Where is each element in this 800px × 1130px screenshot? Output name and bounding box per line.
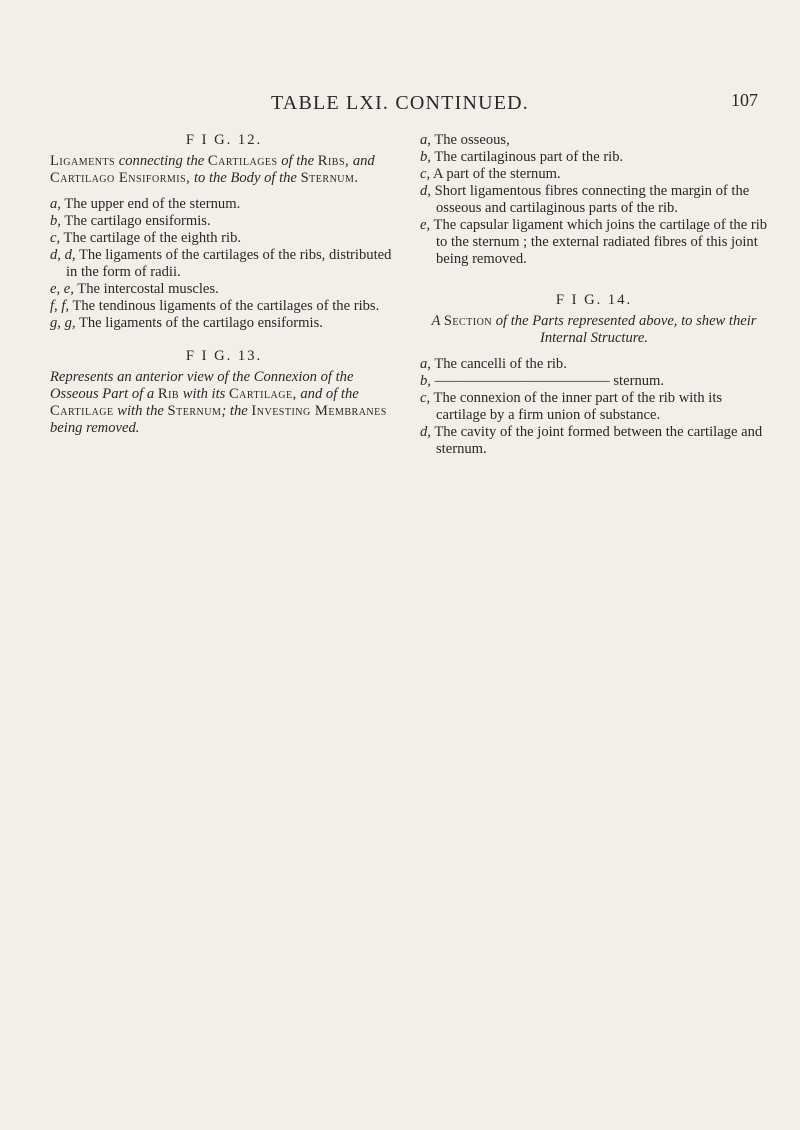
legend-entry — [420, 373, 768, 390]
legend-text: The capsular ligament which joins the cartilage of the rib to the sternum ; the external radiated fibres of this joint being removed. — [433, 217, 768, 267]
fig14-heading: F I G. 14. — [555, 292, 633, 308]
fig13-caption — [50, 369, 398, 437]
legend-text: The cancelli of the rib. — [434, 356, 567, 372]
legend-text: The intercostal muscles. — [77, 281, 219, 297]
fig13-caption-part: being removed. — [50, 420, 140, 436]
legend-key: g, g, — [50, 315, 76, 331]
legend-key: d, — [420, 424, 431, 440]
legend-entry — [420, 217, 768, 268]
fig14-legend — [420, 356, 768, 458]
legend-text: ———————————— sternum. — [434, 373, 665, 389]
fig12-legend — [50, 196, 398, 332]
legend-text: The connexion of the inner part of the rib with its cartilage by a firm union of substance. — [433, 390, 723, 423]
fig13-caption-part: Investing Membranes — [251, 403, 387, 419]
legend-text: The tendinous ligaments of the cartilages of the ribs. — [72, 298, 380, 314]
right-column — [420, 132, 768, 468]
legend-entry — [50, 281, 398, 298]
legend-text: The upper end of the sternum. — [64, 196, 241, 212]
legend-key: a, — [420, 356, 431, 372]
page-number: 107 — [731, 90, 758, 110]
legend-entry — [50, 230, 398, 247]
legend-key: c, — [50, 230, 61, 246]
fig12-caption-part: to the Body of the — [190, 170, 301, 186]
legend-key: a, — [50, 196, 61, 212]
fig12-caption-part: Ribs, — [317, 153, 350, 169]
legend-text: The cavity of the joint formed between the cartilage and sternum. — [434, 424, 763, 457]
running-title: TABLE LXI. CONTINUED. — [270, 92, 529, 114]
fig14-caption-part: Section — [443, 313, 493, 329]
legend-key: f, f, — [50, 298, 70, 314]
page-header — [0, 76, 800, 116]
fig12-heading: F I G. 12. — [185, 132, 263, 148]
legend-key: c, — [420, 390, 431, 406]
legend-key: e, e, — [50, 281, 74, 297]
legend-key: c, — [420, 166, 431, 182]
legend-entry — [420, 424, 768, 458]
legend-text: The cartilago ensiformis. — [64, 213, 211, 229]
fig13-caption-part: Cartilage, — [228, 386, 297, 402]
fig13-caption-part: with the — [113, 403, 168, 419]
legend-key: a, — [420, 132, 431, 148]
fig13-heading: F I G. 13. — [185, 348, 263, 364]
fig12-caption-part: and — [349, 153, 375, 169]
legend-key: d, d, — [50, 247, 76, 263]
legend-text: Short ligamentous fibres connecting the margin of the osseous and cartilaginous parts of the rib. — [434, 183, 750, 216]
legend-key: d, — [420, 183, 431, 199]
fig13-caption-part: Cartilage — [50, 403, 114, 419]
legend-entry — [50, 315, 398, 332]
legend-entry — [50, 196, 398, 213]
fig13-caption-part: ; the — [221, 403, 252, 419]
fig12-caption-part: Sternum. — [300, 170, 359, 186]
legend-entry — [420, 390, 768, 424]
legend-entry — [50, 298, 398, 315]
spacer — [420, 278, 768, 292]
fig13-legend — [420, 132, 768, 268]
legend-entry — [420, 356, 768, 373]
fig13-caption-part: with its — [179, 386, 229, 402]
fig12-caption — [50, 153, 398, 187]
fig14-caption-part: A — [431, 313, 444, 329]
fig13-caption-part: Represents an anterior view of the Connexion of the Osseous Part of a — [50, 369, 354, 402]
legend-text: A part of the sternum. — [432, 166, 561, 182]
legend-entry — [420, 183, 768, 217]
legend-key: b, — [420, 373, 431, 389]
legend-text: The osseous, — [434, 132, 510, 148]
legend-text: The ligaments of the cartilago ensiformis. — [78, 315, 323, 331]
legend-entry — [50, 247, 398, 281]
fig12-caption-part: connecting the — [115, 153, 208, 169]
fig12-caption-part: Cartilago Ensiformis, — [50, 170, 191, 186]
legend-text: The ligaments of the cartilages of the ribs, distributed in the form of radii. — [66, 247, 392, 280]
legend-key: e, — [420, 217, 431, 233]
legend-entry — [420, 132, 768, 149]
fig12-caption-part: of the — [277, 153, 318, 169]
legend-text: The cartilaginous part of the rib. — [434, 149, 624, 165]
legend-text: The cartilage of the eighth rib. — [63, 230, 242, 246]
fig12-caption-part: Cartilages — [207, 153, 278, 169]
fig14-caption-part: of the Parts represented above, to shew their Internal Structure. — [492, 313, 757, 346]
legend-entry — [420, 149, 768, 166]
legend-entry — [420, 166, 768, 183]
legend-entry — [50, 213, 398, 230]
legend-key: b, — [50, 213, 61, 229]
fig12-caption-part: Ligaments — [50, 153, 116, 169]
fig13-caption-part: Rib — [157, 386, 180, 402]
fig13-caption-part: Sternum — [167, 403, 222, 419]
fig14-caption — [420, 313, 768, 347]
left-column — [50, 132, 398, 446]
legend-key: b, — [420, 149, 431, 165]
fig13-caption-part: and of the — [296, 386, 359, 402]
